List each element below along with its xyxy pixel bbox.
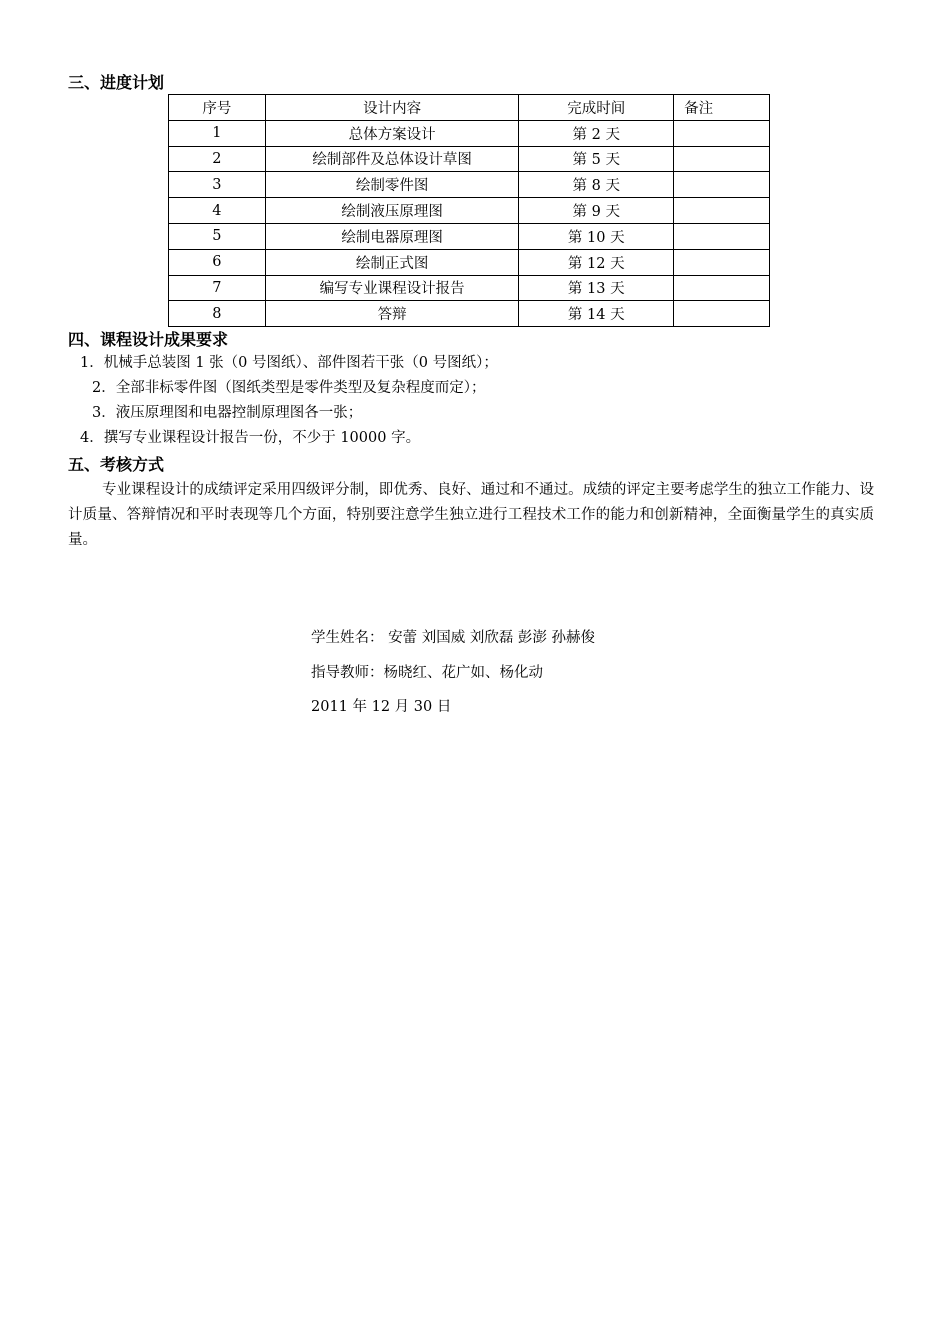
cell-no: 4 — [169, 198, 266, 224]
cell-note — [674, 146, 770, 172]
table-row — [169, 172, 770, 198]
cell-time: 第 5 天 — [519, 146, 674, 172]
cell-content: 编写专业课程设计报告 — [265, 275, 519, 301]
cell-content: 绘制液压原理图 — [265, 198, 519, 224]
requirement-item-2: 2．全部非标零件图（图纸类型是零件类型及复杂程度而定）； — [92, 380, 486, 396]
advisor-names: 指导教师：杨晓红、花广如、杨化动 — [311, 665, 543, 681]
table-row — [169, 120, 770, 146]
cell-content: 绘制部件及总体设计草图 — [265, 146, 519, 172]
cell-time: 第 10 天 — [519, 223, 674, 249]
requirement-item-4: 4．撰写专业课程设计报告一份，不少于 10000 字。 — [80, 430, 421, 446]
requirement-item-1: 1．机械手总装图 1 张（0 号图纸）、部件图若干张（0 号图纸）； — [80, 355, 498, 371]
table-row — [169, 275, 770, 301]
table-row — [169, 301, 770, 327]
cell-note — [674, 301, 770, 327]
column-header-note: 备注 — [674, 95, 770, 121]
cell-note — [674, 198, 770, 224]
assessment-paragraph: 专业课程设计的成绩评定采用四级评分制，即优秀、良好、通过和不通过。成绩的评定主要考虑学生的独立工作能力、设计质量、答辩情况和平时表现等几个方面，特别要注意学生独立进行工程技术工作的能力和创新精神，全面衡量学生的真实质量。 — [68, 482, 874, 548]
cell-note — [674, 223, 770, 249]
cell-time: 第 9 天 — [519, 198, 674, 224]
cell-no: 1 — [169, 120, 266, 146]
column-header-no: 序号 — [169, 95, 266, 121]
cell-time: 第 12 天 — [519, 249, 674, 275]
table-row — [169, 223, 770, 249]
cell-no: 7 — [169, 275, 266, 301]
cell-time: 第 8 天 — [519, 172, 674, 198]
cell-no: 6 — [169, 249, 266, 275]
cell-content: 绘制零件图 — [265, 172, 519, 198]
student-names: 学生姓名： 安蕾 刘国威 刘欣磊 彭澎 孙赫俊 — [311, 630, 596, 646]
cell-content: 答辩 — [265, 301, 519, 327]
requirement-item-3: 3．液压原理图和电器控制原理图各一张； — [92, 405, 363, 421]
table-row — [169, 249, 770, 275]
cell-no: 2 — [169, 146, 266, 172]
cell-note — [674, 172, 770, 198]
table-header-row — [169, 95, 770, 121]
cell-content: 绘制正式图 — [265, 249, 519, 275]
cell-note — [674, 120, 770, 146]
table-row — [169, 198, 770, 224]
schedule-table — [168, 94, 770, 327]
table-row — [169, 146, 770, 172]
cell-content: 总体方案设计 — [265, 120, 519, 146]
cell-no: 8 — [169, 301, 266, 327]
cell-time: 第 2 天 — [519, 120, 674, 146]
cell-no: 3 — [169, 172, 266, 198]
column-header-content: 设计内容 — [265, 95, 519, 121]
signature-date: 2011 年 12 月 30 日 — [311, 699, 452, 715]
column-header-time: 完成时间 — [519, 95, 674, 121]
section-5-title: 五、考核方式 — [68, 455, 165, 474]
section-3-title: 三、进度计划 — [68, 73, 165, 92]
cell-no: 5 — [169, 223, 266, 249]
cell-note — [674, 249, 770, 275]
cell-note — [674, 275, 770, 301]
cell-time: 第 14 天 — [519, 301, 674, 327]
cell-time: 第 13 天 — [519, 275, 674, 301]
cell-content: 绘制电器原理图 — [265, 223, 519, 249]
section-4-title: 四、课程设计成果要求 — [68, 330, 229, 349]
